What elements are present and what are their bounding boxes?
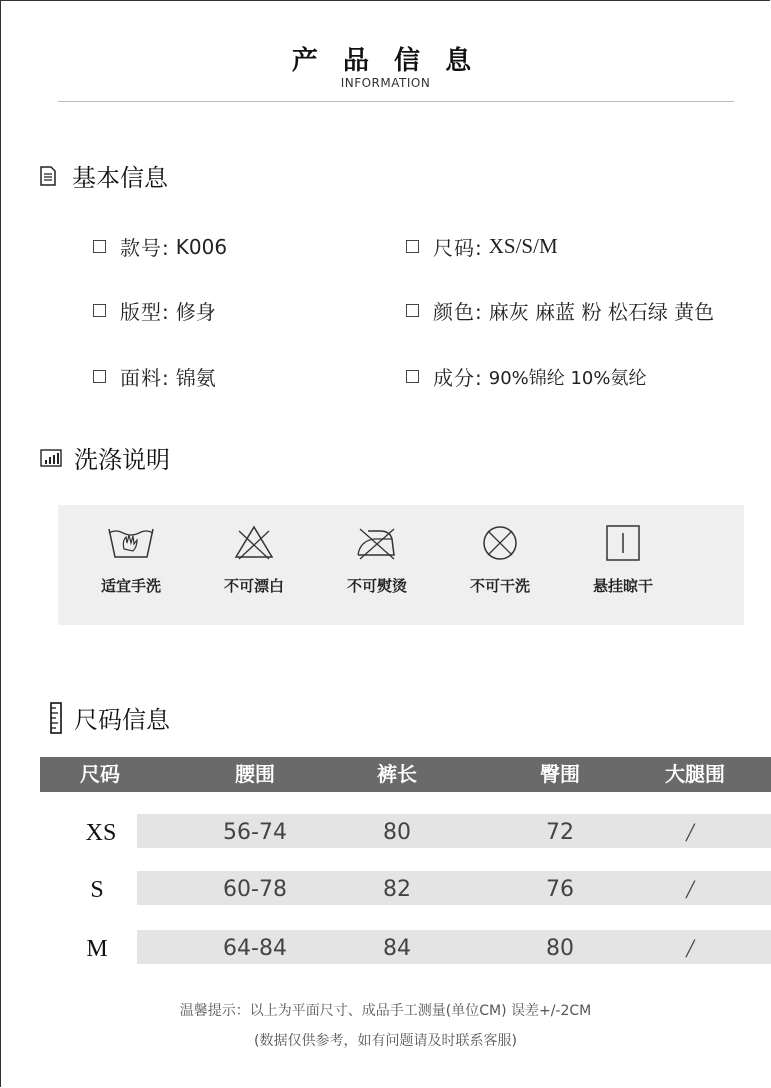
note-disclaimer: (数据仅供参考，如有问题请及时联系客服)	[254, 1033, 517, 1049]
waist-cell: 56-74	[223, 820, 287, 845]
wash-item: 不可干洗	[440, 505, 560, 596]
size-cell: S	[90, 877, 104, 903]
attr-style-number: 款号: K006	[93, 232, 227, 261]
hip-cell: 80	[546, 936, 574, 961]
attr-size: 尺码: XS/S/M	[406, 232, 558, 261]
note-tip: 温馨提示：以上为平面尺寸、成品手工测量(单位CM) 误差+/-2CM	[179, 1003, 592, 1019]
no-bleach-icon	[229, 523, 279, 563]
table-row	[0, 930, 771, 968]
size-title: 尺码信息	[74, 706, 170, 734]
wash-item: 适宜手洗	[71, 505, 191, 596]
wash-item: 不可熨烫	[317, 505, 437, 596]
wash-panel	[58, 505, 744, 625]
waist-cell: 60-78	[223, 877, 287, 902]
no-iron-icon	[352, 523, 402, 563]
basic-info-heading	[38, 158, 168, 193]
size-cell: XS	[85, 820, 117, 846]
size-table-header	[40, 757, 771, 792]
wash-title: 洗涤说明	[74, 446, 170, 474]
table-row	[0, 871, 771, 909]
thigh-cell: /	[686, 875, 694, 904]
checkbox-icon	[406, 304, 419, 317]
checkbox-icon	[406, 370, 419, 383]
length-cell: 80	[383, 820, 411, 845]
column-header: 大腿围	[665, 762, 725, 786]
checkbox-icon	[93, 304, 106, 317]
table-row	[0, 814, 771, 852]
hip-cell: 76	[546, 877, 574, 902]
size-heading	[50, 700, 170, 735]
checkbox-icon	[93, 240, 106, 253]
wash-item: 悬挂晾干	[563, 505, 683, 596]
wash-item: 不可漂白	[194, 505, 314, 596]
length-cell: 82	[383, 877, 411, 902]
basic-info-title: 基本信息	[72, 164, 168, 192]
wash-heading	[40, 440, 170, 475]
page-title: 产 品 信 息	[291, 46, 480, 76]
page-subtitle: INFORMATION	[340, 76, 431, 90]
hip-cell: 72	[546, 820, 574, 845]
column-header: 尺码	[80, 762, 120, 786]
column-header: 臀围	[540, 762, 580, 786]
ruler-icon	[50, 702, 62, 734]
header-divider	[58, 101, 734, 102]
no-dry-clean-icon	[475, 523, 525, 563]
line-dry-icon	[598, 523, 648, 563]
checkbox-icon	[93, 370, 106, 383]
size-cell: M	[86, 936, 108, 962]
thigh-cell: /	[686, 818, 694, 847]
attr-composition: 成分: 90%锦纶 10%氨纶	[406, 362, 647, 391]
document-icon	[38, 166, 58, 186]
waist-cell: 64-84	[223, 936, 287, 961]
attr-fit: 版型: 修身	[93, 296, 216, 325]
attr-fabric: 面料: 锦氨	[93, 362, 216, 391]
thigh-cell: /	[686, 934, 694, 963]
column-header: 腰围	[235, 762, 275, 786]
hand-wash-icon	[106, 523, 156, 563]
checkbox-icon	[406, 240, 419, 253]
column-header: 裤长	[377, 762, 417, 786]
attr-color: 颜色: 麻灰 麻蓝 粉 松石绿 黄色	[406, 296, 714, 325]
chart-icon	[40, 449, 62, 467]
length-cell: 84	[383, 936, 411, 961]
